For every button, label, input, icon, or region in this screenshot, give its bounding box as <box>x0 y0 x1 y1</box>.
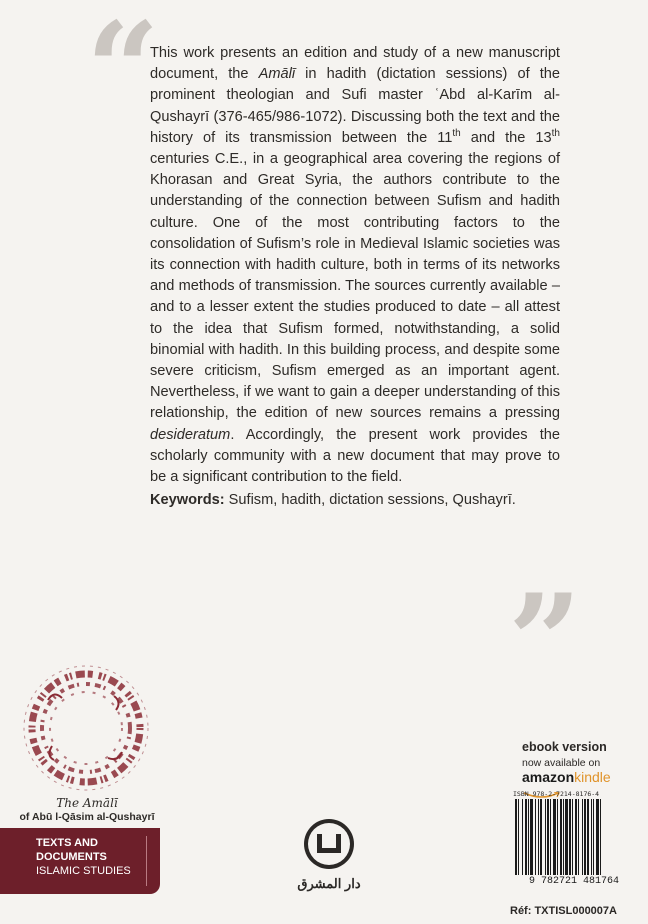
blurb-text: centuries C.E., in a geographical area covering the regions of Khorasan and Great Syria, the authors contribute to the understanding of the connection between Sufism and hadith culture. One of the most contributing factors to the consolidation of Sufism’s role in Medieval Islamic societies was its connection with hadith culture, both in terms of its networks and methods of transmission. The sources currently available – and to a lesser extent the studies produced to date – all attest to the idea that Sufism formed, notwithstanding, a solid binomial with hadith. In this building process, and despite some severe criticism, Sufism emerged as an important agent. Nevertheless, if we want to gain a deeper understanding of this relationship, the edition of new sources remains a pressing <box>150 151 560 422</box>
superscript: th <box>452 127 461 139</box>
open-quote-mark: “ <box>86 0 160 145</box>
blurb-paragraph <box>150 43 560 488</box>
blurb-text: This work presents an edition and study of a new manuscript document, the <box>150 45 560 83</box>
publisher-name: دار المشرق <box>297 876 361 891</box>
ebook-subtitle: now available on <box>522 757 601 769</box>
series-label-box <box>0 828 160 894</box>
blurb-text: in hadith (dictation sessions) of the prominent theologian and Sufi master ʿAbd al-Karīm al-Qushayrī (376-465/986-1072). Discussing both the text and the history of its transmission between the 11 <box>150 66 560 146</box>
blurb-text: . Accordingly, the present work provides the scholarly community with a new document that may prove to be a significant contribution to the field. <box>150 426 560 486</box>
series-book-author: of Abū l-Qāsim al-Qushayrī <box>19 811 155 823</box>
amazon-kindle-logo <box>522 769 642 785</box>
blurb-italic-desideratum: desideratum <box>150 426 231 443</box>
isbn-label: ISBN 978-2-7214-8176-4 <box>513 790 600 798</box>
blurb-text: and the 13 <box>460 129 552 146</box>
series-line-2: DOCUMENTS <box>36 851 107 863</box>
reference-code: Réf: TXTISL000007A <box>510 905 617 917</box>
isbn-barcode <box>507 790 641 910</box>
barcode-number: 9 782721 481764 <box>528 876 619 887</box>
kindle-word: kindle <box>574 769 611 785</box>
keywords-value: Sufism, hadith, dictation sessions, Qushayrī. <box>224 492 516 509</box>
blurb-italic-amali: Amālī <box>258 66 296 83</box>
keywords-label: Keywords: <box>150 492 225 509</box>
barcode-bars-icon <box>507 799 641 877</box>
back-cover-blurb <box>150 43 560 511</box>
series-line-3: ISLAMIC STUDIES <box>36 865 131 877</box>
superscript: th <box>551 127 560 139</box>
series-line-1: TEXTS AND <box>36 837 98 849</box>
amazon-word: amazon <box>522 769 575 785</box>
publisher-logo <box>286 816 372 896</box>
close-quote-mark: ” <box>508 567 582 717</box>
series-book-title: The Amālī <box>56 796 118 810</box>
ebook-title: ebook version <box>522 740 607 754</box>
series-divider <box>146 836 147 886</box>
calligraphy-seal-icon <box>18 660 154 796</box>
dar-el-machreq-logo-icon <box>286 816 372 876</box>
keywords-line <box>150 490 560 511</box>
